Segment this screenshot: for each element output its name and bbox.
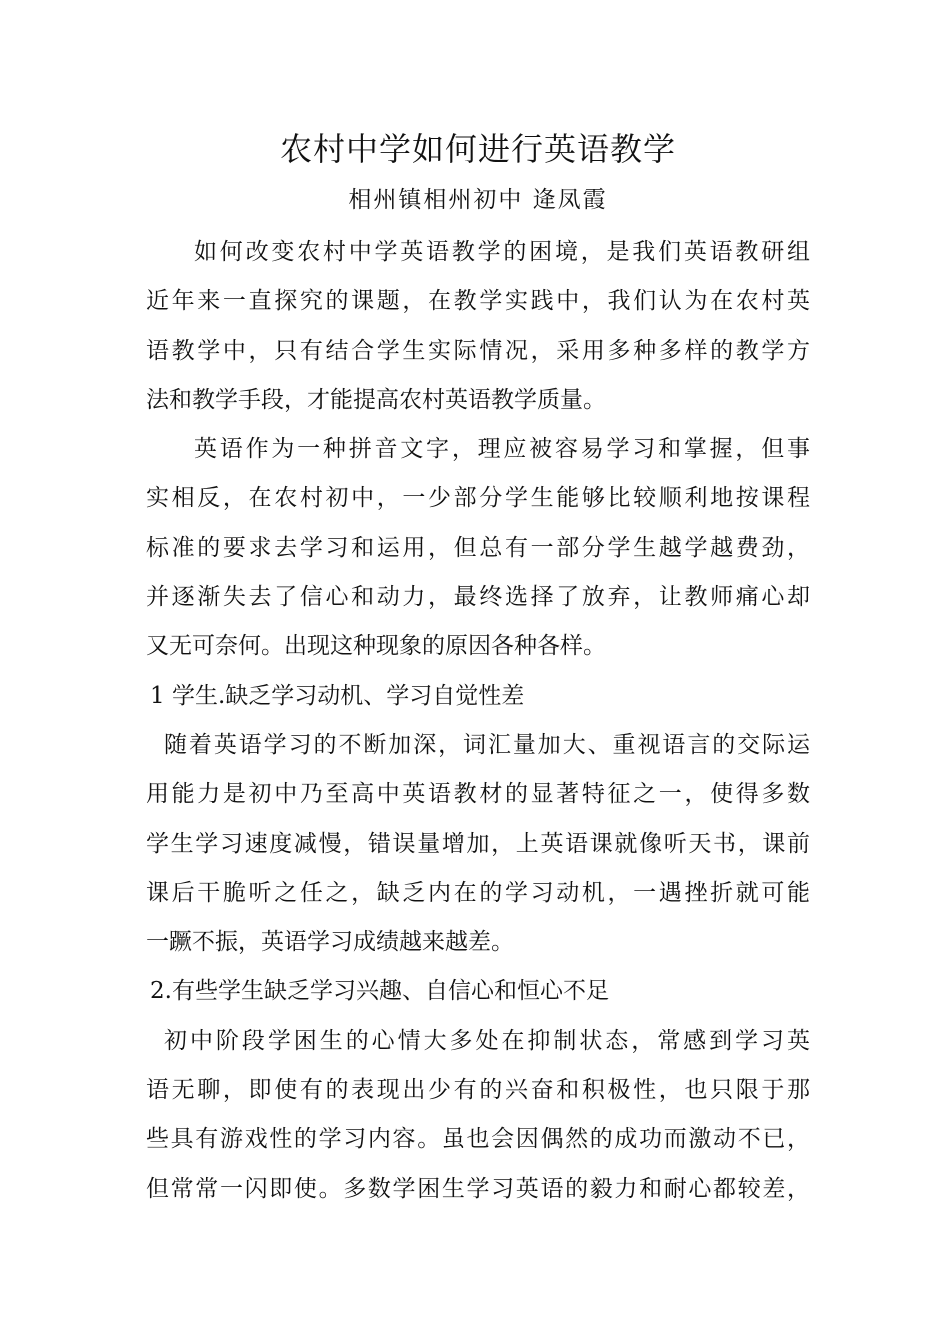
paragraph-line: 标准的要求去学习和运用，但总有一部分学生越学越费劲， xyxy=(146,534,810,561)
paragraph xyxy=(146,228,810,425)
document-page xyxy=(146,0,810,1344)
paragraph-line: 随着英语学习的不断加深，词汇量加大、重视语言的交际运 xyxy=(164,731,810,758)
paragraph-line: 语教学中，只有结合学生实际情况，采用多种多样的教学方 xyxy=(146,337,810,364)
paragraph xyxy=(146,1017,810,1214)
paragraph-line: 用能力是初中乃至高中英语教材的显著特征之一，使得多数 xyxy=(146,781,810,808)
document-body xyxy=(146,228,810,1214)
paragraph-line: 但常常一闪即使。多数学困生学习英语的毅力和耐心都较差， xyxy=(146,1175,810,1202)
paragraph-line: 法和教学手段，才能提高农村英语教学质量。 xyxy=(146,386,606,413)
paragraph-line: 初中阶段学困生的心情大多处在抑制状态，常感到学习英 xyxy=(164,1027,810,1054)
paragraph-line: 些具有游戏性的学习内容。虽也会因偶然的成功而激动不已， xyxy=(146,1126,810,1153)
section-heading: 1 学生.缺乏学习动机、学习自觉性差 xyxy=(150,682,525,709)
paragraph-line: 学生学习速度减慢，错误量增加，上英语课就像听天书，课前 xyxy=(146,830,810,857)
paragraph-line: 实相反，在农村初中，一少部分学生能够比较顺利地按课程 xyxy=(146,485,810,512)
paragraph-line: 又无可奈何。出现这种现象的原因各种各样。 xyxy=(146,633,606,660)
paragraph xyxy=(146,425,810,671)
paragraph-line: 近年来一直探究的课题，在教学实践中，我们认为在农村英 xyxy=(146,288,810,315)
page-title: 农村中学如何进行英语教学 xyxy=(279,130,676,168)
paragraph-line: 并逐渐失去了信心和动力，最终选择了放弃，让教师痛心却 xyxy=(146,584,810,611)
paragraph-line: 如何改变农村中学英语教学的困境，是我们英语教研组 xyxy=(194,239,810,265)
paragraph-line: 语无聊，即使有的表现出少有的兴奋和积极性，也只限于那 xyxy=(146,1077,810,1104)
author-byline: 相州镇相州初中 逄凤霞 xyxy=(348,187,608,213)
paragraph xyxy=(146,721,810,967)
section-heading: 2.有些学生缺乏学习兴趣、自信心和恒心不足 xyxy=(150,978,609,1005)
paragraph-line: 课后干脆听之任之，缺乏内在的学习动机，一遇挫折就可能 xyxy=(146,879,810,906)
paragraph-line: 英语作为一种拼音文字，理应被容易学习和掌握，但事 xyxy=(194,436,810,463)
paragraph-line: 一蹶不振，英语学习成绩越来越差。 xyxy=(146,929,514,956)
